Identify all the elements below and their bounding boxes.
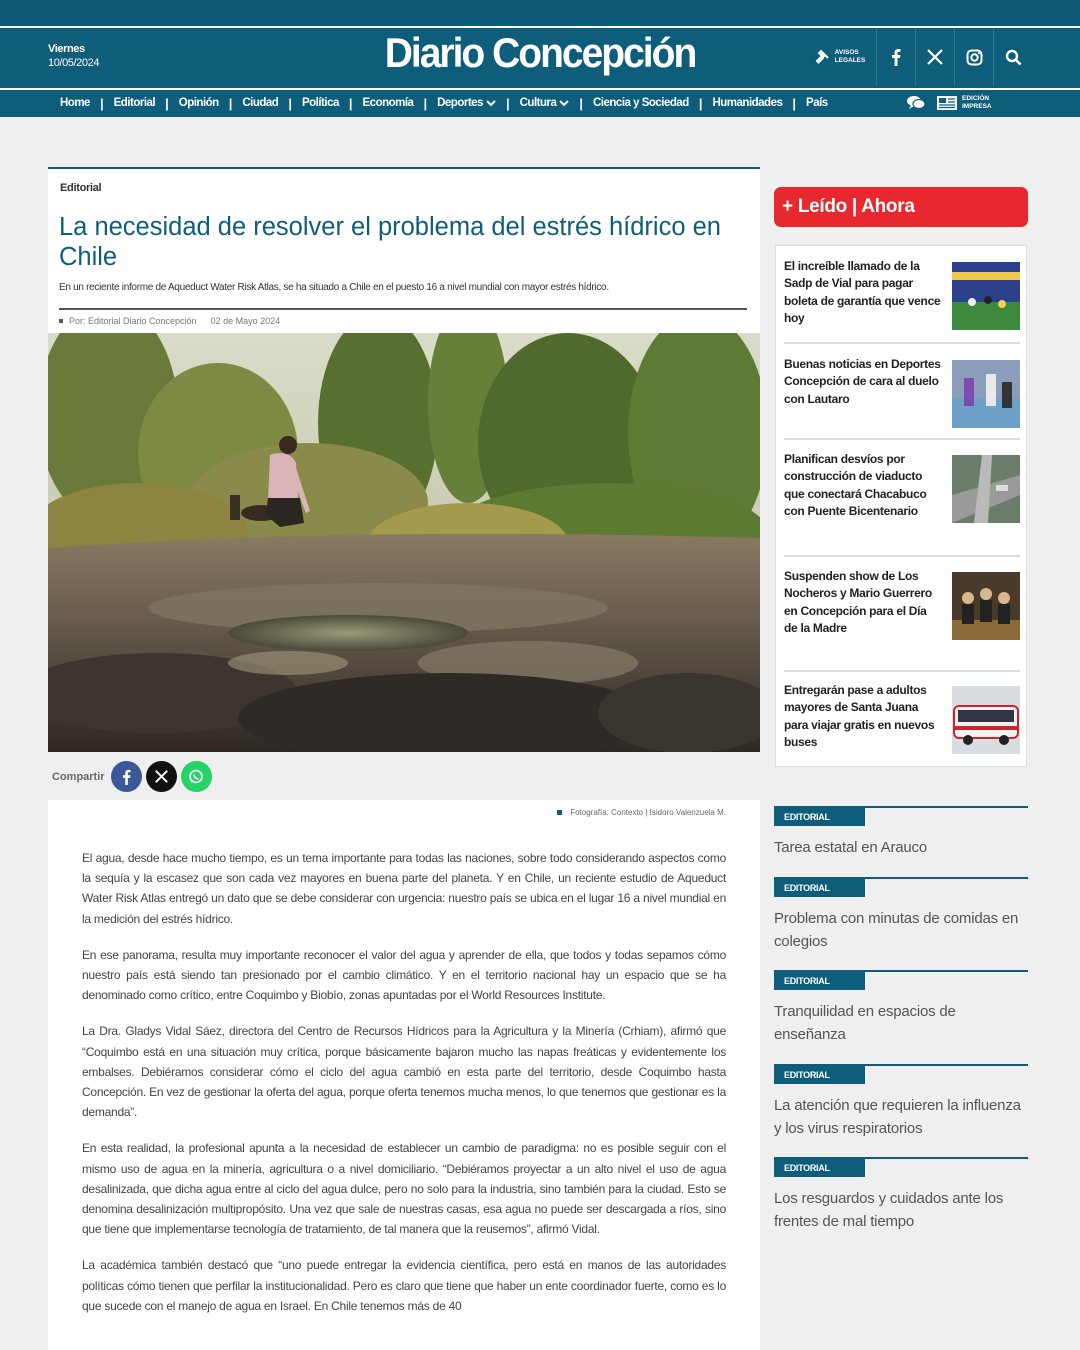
- nav-item-deportes[interactable]: [437, 97, 496, 109]
- facebook-icon: [891, 48, 901, 66]
- share-x-button[interactable]: [146, 761, 177, 792]
- nav-separator: |: [348, 95, 353, 111]
- bullet-icon: [59, 319, 63, 323]
- nav-separator: |: [288, 95, 292, 111]
- article-title: La necesidad de resolver el problema del estrés hídrico en Chile: [59, 213, 721, 271]
- editorial-card[interactable]: [774, 806, 1028, 860]
- main-nav: [0, 88, 1080, 117]
- editorial-tag-rule: [774, 1064, 1028, 1084]
- editorial-tag-rule: [774, 970, 1028, 990]
- editorial-card[interactable]: [774, 1157, 1028, 1233]
- nav-item-ciencia[interactable]: Ciencia y Sociedad: [593, 97, 689, 109]
- nav-item-politica[interactable]: Política: [301, 97, 339, 109]
- article-paragraph: En ese panorama, resulta muy importante reconocer el valor del agua y aprender de ella, que todos y todas sepamos cómo nuestro país está siendo tan presionado por el cambio climático. Y en el territorio nacional hay un espacio que se ha denominado como crítico, entre Coquimbo y Biobío, zonas apuntadas por el World Resources Institute.: [82, 947, 726, 1003]
- nav-separator: |: [698, 95, 703, 111]
- editorial-tag-rule: [774, 877, 1028, 897]
- share-bar: [52, 761, 212, 792]
- article-author: Por: Editorial Diario Concepción: [69, 316, 197, 326]
- nav-item-opinion[interactable]: Opinión: [178, 97, 219, 109]
- list-item[interactable]: [784, 568, 1020, 672]
- editorial-tag: EDITORIAL: [774, 879, 865, 897]
- nav-item-deportes-label: Deportes: [437, 97, 483, 109]
- editorial-tag-rule: [774, 806, 1028, 826]
- nav-item-editorial[interactable]: Editorial: [113, 97, 156, 109]
- article-paragraph: La académica también destacó que “uno puede entregar la evidencia científica, pero está en manos de las autoridades políticas cómo tienen que perfilar la institucionalidad. Pero es claro que tiene que haber un ente coordinador fuerte, como es lo que sucede con el manejo de agua en Israel. En Chile tenemos más de 40: [82, 1258, 726, 1313]
- article-subtitle: En un reciente informe de Aqueduct Water Risk Atlas, se ha situado a Chile en el puesto 16 a nivel mundial con mayor estrés hídrico.: [59, 282, 609, 293]
- share-whatsapp-button[interactable]: [181, 761, 212, 792]
- bullet-icon: [557, 810, 562, 815]
- header-day: Viernes: [48, 43, 85, 55]
- site-logo[interactable]: Diario Concepción: [384, 30, 696, 77]
- facebook-icon: [122, 769, 131, 785]
- list-item-title[interactable]: Buenas noticias en Deportes Concepción de cara al duelo con Lautaro: [784, 357, 941, 406]
- list-item[interactable]: [784, 356, 1020, 440]
- header-actions: [804, 28, 1032, 86]
- gavel-icon: [815, 49, 831, 65]
- nav-separator: |: [505, 95, 510, 111]
- road-thumbnail: [952, 455, 1020, 523]
- x-icon: [155, 770, 168, 783]
- share-label: Compartir: [52, 770, 105, 783]
- list-item-title[interactable]: Suspenden show de Los Nocheros y Mario Guerrero en Concepción para el Día de la Madre: [784, 569, 932, 636]
- photo-credit: [557, 808, 726, 817]
- edicion-impresa-button[interactable]: [936, 95, 992, 111]
- thumbnail-image[interactable]: [952, 572, 1020, 640]
- thumbnail-image[interactable]: [952, 455, 1020, 523]
- leido-ahora-heading: + Leído | Ahora: [774, 187, 1028, 227]
- nav-separator: |: [792, 95, 797, 111]
- article-paragraph: La Dra. Gladys Vidal Sáez, directora del Centro de Recursos Hídricos para la Agricultura y la Minería (Crhiam), afirmó que “Coquimbo está en una situación muy crítica, porque básicamente bajaron mucho las napas freáticas y evidentemente los embalses. Debiéramos considerar cómo el ciclo del agua cambió en esta parte del territorio, desde Coquimbo hasta Concepción. En vez de gestionar la oferta del agua, porque oferta tenemos mucha menos, lo que tenemos que gestionar es la demanda”.: [82, 1024, 726, 1120]
- editorial-title[interactable]: Tranquilidad en espacios de enseñanza: [774, 1003, 956, 1043]
- search-button[interactable]: [993, 28, 1032, 86]
- nav-menu: [60, 90, 828, 116]
- list-item-title[interactable]: Planifican desvíos por construcción de viaducto que conectará Chacabuco con Puente Bicentenario: [784, 452, 927, 519]
- editorial-title[interactable]: Problema con minutas de comidas en colegios: [774, 910, 1019, 950]
- photo-credit-text: Fotografía: Contexto | Isidoro Valenzuela M.: [570, 808, 726, 817]
- thumbnail-image[interactable]: [952, 360, 1020, 428]
- editorial-card[interactable]: [774, 877, 1028, 953]
- list-item[interactable]: [784, 682, 1020, 760]
- editorial-tag: EDITORIAL: [774, 808, 865, 826]
- site-header: [0, 26, 1080, 88]
- newspaper-icon: [936, 95, 958, 111]
- chevron-down-icon: [486, 100, 496, 107]
- avisos-label-1: AVISOS: [834, 49, 859, 56]
- nav-item-pais[interactable]: País: [806, 97, 828, 109]
- byline-divider: [59, 308, 747, 310]
- edicion-label-1: EDICIÓN: [962, 95, 990, 102]
- article-date: 02 de Mayo 2024: [210, 316, 281, 326]
- editorial-tag: EDITORIAL: [774, 1066, 865, 1084]
- football-thumbnail: [952, 360, 1020, 428]
- nav-separator: |: [99, 95, 104, 111]
- header-date-value: 10/05/2024: [48, 57, 100, 69]
- chat-icon[interactable]: [906, 95, 926, 111]
- nav-separator: |: [579, 95, 583, 111]
- nav-item-economia[interactable]: Economía: [362, 97, 414, 109]
- dry-riverbed-photo: [48, 333, 760, 752]
- editorial-title[interactable]: La atención que requieren la influenza y los virus respiratorios: [774, 1097, 1021, 1137]
- share-facebook-button[interactable]: [111, 761, 142, 792]
- instagram-icon: [966, 49, 983, 66]
- instagram-link[interactable]: [954, 28, 993, 86]
- avisos-legales-button[interactable]: [804, 28, 876, 86]
- article-body: [48, 800, 760, 1350]
- nav-item-ciudad[interactable]: Ciudad: [242, 97, 279, 109]
- nav-separator: |: [165, 95, 169, 111]
- whatsapp-icon: [188, 769, 204, 785]
- editorial-title[interactable]: Tarea estatal en Arauco: [774, 839, 928, 856]
- nav-item-humanidades[interactable]: Humanidades: [712, 97, 783, 109]
- bus-thumbnail: [952, 686, 1020, 754]
- editorial-tag: EDITORIAL: [774, 1159, 865, 1177]
- stadium-thumbnail: [952, 262, 1020, 330]
- x-link[interactable]: [915, 28, 954, 86]
- article-paragraphs: [82, 848, 726, 1332]
- leido-ahora-list: [775, 245, 1027, 767]
- editorial-card[interactable]: [774, 970, 1028, 1046]
- list-item-title[interactable]: El increíble llamado de la Sadp de Vial para pagar boleta de garantía que vence hoy: [784, 259, 941, 326]
- article-hero-image: [48, 333, 760, 752]
- edicion-label-2: IMPRESA: [962, 103, 992, 110]
- article-byline: [59, 316, 280, 326]
- editorial-tag: EDITORIAL: [774, 972, 865, 990]
- nav-icons: [906, 90, 992, 116]
- article-paragraph: En esta realidad, la profesional apunta a la necesidad de establecer un cambio de paradigma: no es posible seguir con el mismo uso de agua en la minería, agricultura o a nivel domiciliario. “Debiéramos proyectar a un alto nivel el uso de agua desalinizada, que dicha agua entre al ciclo del agua dulce, pero no solo para la industria, sino también para la ciudad. Esto se denomina desalinización multipropósito. Una vez que sale de nuestras casas, esa agua no puede ser descargada a ríos, sino que tiene que implementarse tecnología de tratamiento, de tal manera que la reusemos”, afirmó Vidal.: [82, 1141, 726, 1237]
- article-section[interactable]: Editorial: [60, 182, 102, 194]
- editorial-tag-rule: [774, 1157, 1028, 1177]
- list-item[interactable]: [784, 451, 1020, 557]
- list-item-title[interactable]: Entregarán pase a adultos mayores de Santa Juana para viajar gratis en nuevos buses: [784, 683, 935, 750]
- article-paragraph: El agua, desde hace mucho tiempo, es un tema importante para todas las naciones, sobre todo considerando aspectos como la sequía y la escasez que son cada vez mayores en buena parte del planeta. Y en Chile, un reciente estudio de Aqueduct Water Risk Atlas entregó un dato que se debe considerar con urgencia: nuestro país se ubica en el lugar 16 a nivel mundial en la medición del estrés hídrico.: [82, 851, 726, 926]
- nav-separator: |: [228, 95, 233, 111]
- thumbnail-image[interactable]: [952, 686, 1020, 754]
- nav-item-cultura[interactable]: [520, 97, 570, 109]
- avisos-label-2: LEGALES: [834, 57, 866, 64]
- facebook-link[interactable]: [876, 28, 915, 86]
- nav-item-home[interactable]: Home: [60, 97, 90, 109]
- top-strip: [0, 0, 1080, 26]
- musicians-thumbnail: [952, 572, 1020, 640]
- thumbnail-image[interactable]: [952, 262, 1020, 330]
- x-icon: [927, 49, 943, 65]
- nav-item-cultura-label: Cultura: [519, 97, 557, 109]
- editorial-title[interactable]: Los resguardos y cuidados ante los frentes de mal tiempo: [774, 1190, 1004, 1230]
- article-header: [48, 167, 760, 333]
- chevron-down-icon: [559, 100, 569, 107]
- list-item[interactable]: [784, 258, 1020, 344]
- editorial-card[interactable]: [774, 1064, 1028, 1140]
- search-icon: [1005, 49, 1022, 66]
- nav-separator: |: [423, 95, 428, 111]
